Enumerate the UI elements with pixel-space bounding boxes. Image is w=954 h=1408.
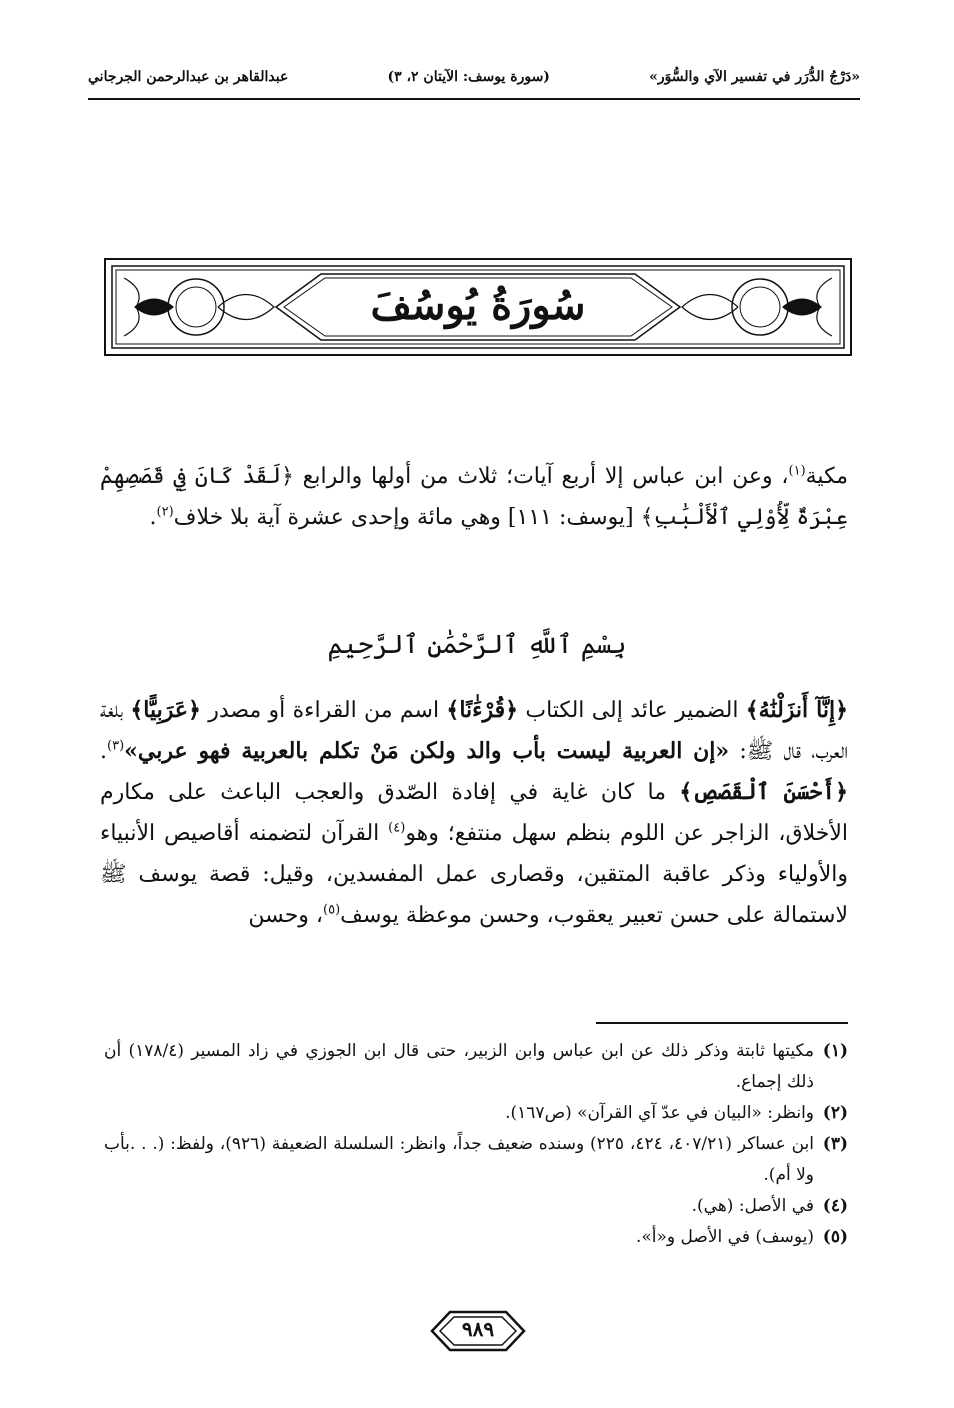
footnote-text: (يوسف) في الأصل و«أ». bbox=[636, 1227, 814, 1247]
footnote-marker: (٥) bbox=[323, 902, 341, 918]
quran-verse: ﴿لَقَدْ كَانَ فِي قَصَصِهِمْ عِبْرَةٌ لِّأُوْلِي ٱلْأَلْبَٰبِ﴾ bbox=[100, 464, 848, 530]
footnote-number: (٥) bbox=[822, 1227, 848, 1247]
footnote-number: (١) bbox=[822, 1041, 848, 1061]
footnotes bbox=[104, 1036, 848, 1253]
footnote bbox=[104, 1191, 848, 1222]
intro-text-4: . bbox=[149, 505, 157, 530]
footnote-text: وانظر: «البيان في عدّ آي القرآن» (ص١٦٧). bbox=[505, 1103, 814, 1123]
commentary-text: ، وحسن bbox=[248, 903, 324, 928]
footnote-marker: (١) bbox=[788, 463, 806, 479]
quran-phrase: ﴿عَرَبِيًّا﴾ bbox=[130, 697, 201, 723]
header-rule bbox=[88, 98, 860, 100]
footnote bbox=[104, 1129, 848, 1191]
footnote-number: (٣) bbox=[822, 1134, 848, 1154]
footnote-marker: (٣) bbox=[107, 738, 125, 754]
intro-text-2: ، وعن ابن عباس إلا أربع آيات؛ ثلاث من أولها والرابع bbox=[293, 464, 789, 489]
running-header bbox=[88, 62, 860, 92]
footnote-number: (٤) bbox=[822, 1196, 848, 1216]
footnote-marker: (٢) bbox=[156, 504, 174, 520]
quran-phrase: ﴿قُرْءَٰنًا﴾ bbox=[446, 697, 519, 723]
basmala: بِسْمِ ٱللَّهِ ٱلرَّحْمَٰنِ ٱلرَّحِيمِ bbox=[327, 630, 627, 660]
commentary-text: ما كان غاية في إفادة الصّدق والعجب الباعث على مكارم الأخلاق، الزاجر عن اللوم بنظم سهل منتفع؛ وهو bbox=[100, 780, 848, 846]
commentary-text: القرآن لتضمنه أقاصيص الأنبياء والأولياء وذكر عاقبة المتقين، وقصارى عمل المفسدين، وقيل: قصة يوسف ﷺ لاستمالة على حسن تعبير يعقوب، وحسن موعظة يوسف bbox=[100, 821, 848, 928]
footnote-rule bbox=[596, 1022, 848, 1024]
page-number-ornament bbox=[428, 1308, 528, 1354]
intro-paragraph bbox=[100, 456, 848, 538]
intro-text-3: وهي مائة وإحدى عشرة آية بلا خلاف bbox=[173, 505, 501, 530]
commentary-text: . bbox=[100, 739, 107, 764]
header-author: عبدالقاهر بن عبدالرحمن الجرجاني bbox=[88, 69, 289, 85]
footnote-marker: (٤) bbox=[388, 820, 406, 836]
footnote bbox=[104, 1222, 848, 1253]
commentary-paragraph bbox=[100, 690, 848, 936]
commentary-text: الضمير عائد إلى الكتاب bbox=[518, 698, 746, 723]
footnote bbox=[104, 1098, 848, 1129]
header-book-title: «دَرْجُ الدُّرَر في تفسير الآي والسُّوَر» bbox=[649, 69, 860, 85]
hadith-quote: «إن العربية ليست بأب والد ولكن مَنْ تكلم بالعربية فهو عربي» bbox=[124, 738, 730, 764]
surah-title: سُورَةُ يُوسُفَ bbox=[370, 282, 586, 329]
intro-text-1: مكية bbox=[805, 464, 849, 489]
footnote-number: (٢) bbox=[822, 1103, 848, 1123]
header-section: (سورة يوسف: الآيتان ٢، ٣) bbox=[387, 69, 550, 85]
footnote bbox=[104, 1036, 848, 1098]
commentary-text: بلغة العرب، قال ﷺ: bbox=[100, 698, 848, 764]
footnote-text: في الأصل: (هي). bbox=[691, 1196, 814, 1216]
footnote-text: ابن عساكر (٤٠٧/٢١، ٤٢٤، ٢٢٥) وسنده ضعيف جداً، وانظر: السلسلة الضعيفة (٩٢٦)، ولفظ: (. . .بأب ولا أم). bbox=[104, 1134, 814, 1185]
quran-phrase: ﴿أَحْسَنَ ٱلْقَصَصِ﴾ bbox=[679, 779, 848, 805]
page-number: ٩٨٩ bbox=[461, 1317, 495, 1341]
verse-reference: [يوسف: ١١١] bbox=[500, 505, 641, 530]
footnote-text: مكيتها ثابتة وذكر ذلك عن ابن عباس وابن الزبير، حتى قال ابن الجوزي في زاد المسير (١٧٨/٤) أن ذلك إجماع. bbox=[104, 1041, 814, 1092]
quran-phrase: ﴿إِنَّآ أَنزَلْنَٰهُ﴾ bbox=[745, 697, 848, 723]
surah-banner bbox=[104, 258, 852, 356]
commentary-text: اسم من القراءة أو مصدر bbox=[200, 698, 447, 723]
